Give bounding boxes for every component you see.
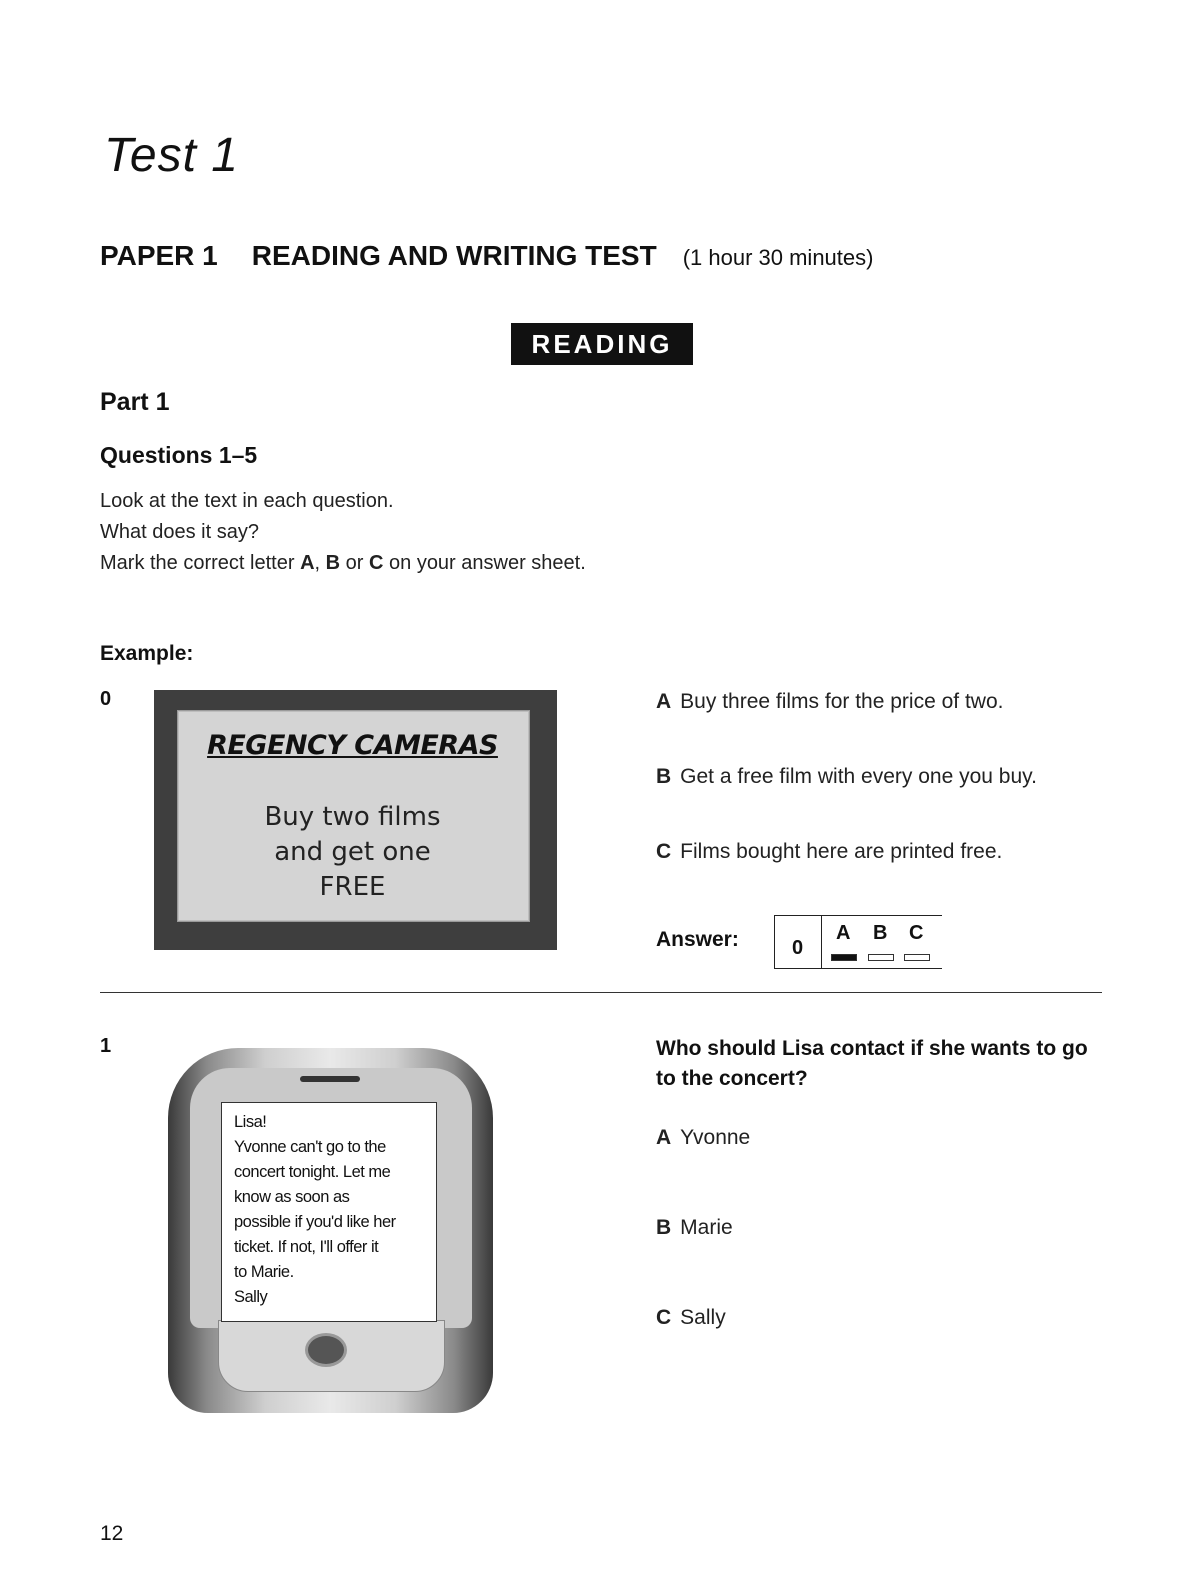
example-label: Example:	[100, 642, 194, 665]
example-number: 0	[100, 688, 112, 710]
answer-bubble-c	[904, 954, 930, 961]
section-divider	[100, 992, 1102, 993]
example-option-b: B Get a free film with every one you buy.	[656, 765, 1037, 788]
instruction-line-3: Mark the correct letter A, B or C on your answer sheet.	[100, 552, 586, 574]
answer-letter-c: C	[909, 922, 924, 944]
answer-question-number: 0	[792, 937, 804, 959]
sign-line-3: FREE	[319, 872, 386, 902]
part-title: Part 1	[100, 388, 170, 416]
question-1-prompt: Who should Lisa contact if she wants to go to the concert?	[656, 1037, 1088, 1090]
message-line: Sally	[234, 1288, 268, 1306]
message-line: possible if you'd like her	[234, 1213, 396, 1231]
message-line: Lisa!	[234, 1113, 267, 1131]
paper-number: PAPER 1	[100, 240, 218, 271]
test-title: Test 1	[104, 129, 239, 182]
questions-title: Questions 1–5	[100, 442, 258, 468]
message-line: Yvonne can't go to the	[234, 1138, 386, 1156]
page-number: 12	[100, 1522, 124, 1545]
sign-line-2: and get one	[274, 837, 431, 867]
message-line: concert tonight. Let me	[234, 1163, 391, 1181]
message-line: know as soon as	[234, 1188, 350, 1206]
question-1-option-c: C Sally	[656, 1306, 726, 1329]
question-1-number: 1	[100, 1035, 112, 1057]
question-1-option-a: A Yvonne	[656, 1126, 751, 1149]
answer-bubble-a	[831, 954, 857, 961]
text-message	[234, 1110, 429, 1310]
sign-text	[177, 800, 528, 905]
sign-title: REGENCY CAMERAS	[207, 730, 498, 761]
phone-earpiece	[300, 1076, 360, 1082]
sign-line-1: Buy two films	[264, 802, 441, 832]
paper-heading	[100, 240, 873, 272]
question-1-option-b: B Marie	[656, 1216, 733, 1239]
answer-letter-b: B	[873, 922, 888, 944]
instruction-line-1: Look at the text in each question.	[100, 490, 394, 512]
paper-name: READING AND WRITING TEST	[251, 240, 657, 271]
example-option-c: C Films bought here are printed free.	[656, 840, 1003, 863]
phone-nav-key	[305, 1333, 347, 1367]
section-banner: READING	[511, 323, 693, 365]
example-option-a: A Buy three films for the price of two.	[656, 690, 1004, 713]
answer-label: Answer:	[656, 928, 739, 951]
message-line: ticket. If not, I'll offer it	[234, 1238, 379, 1256]
instruction-line-2: What does it say?	[100, 521, 259, 543]
message-line: to Marie.	[234, 1263, 294, 1281]
paper-duration: (1 hour 30 minutes)	[682, 245, 874, 270]
answer-letter-a: A	[836, 922, 851, 944]
answer-bubble-b	[868, 954, 894, 961]
